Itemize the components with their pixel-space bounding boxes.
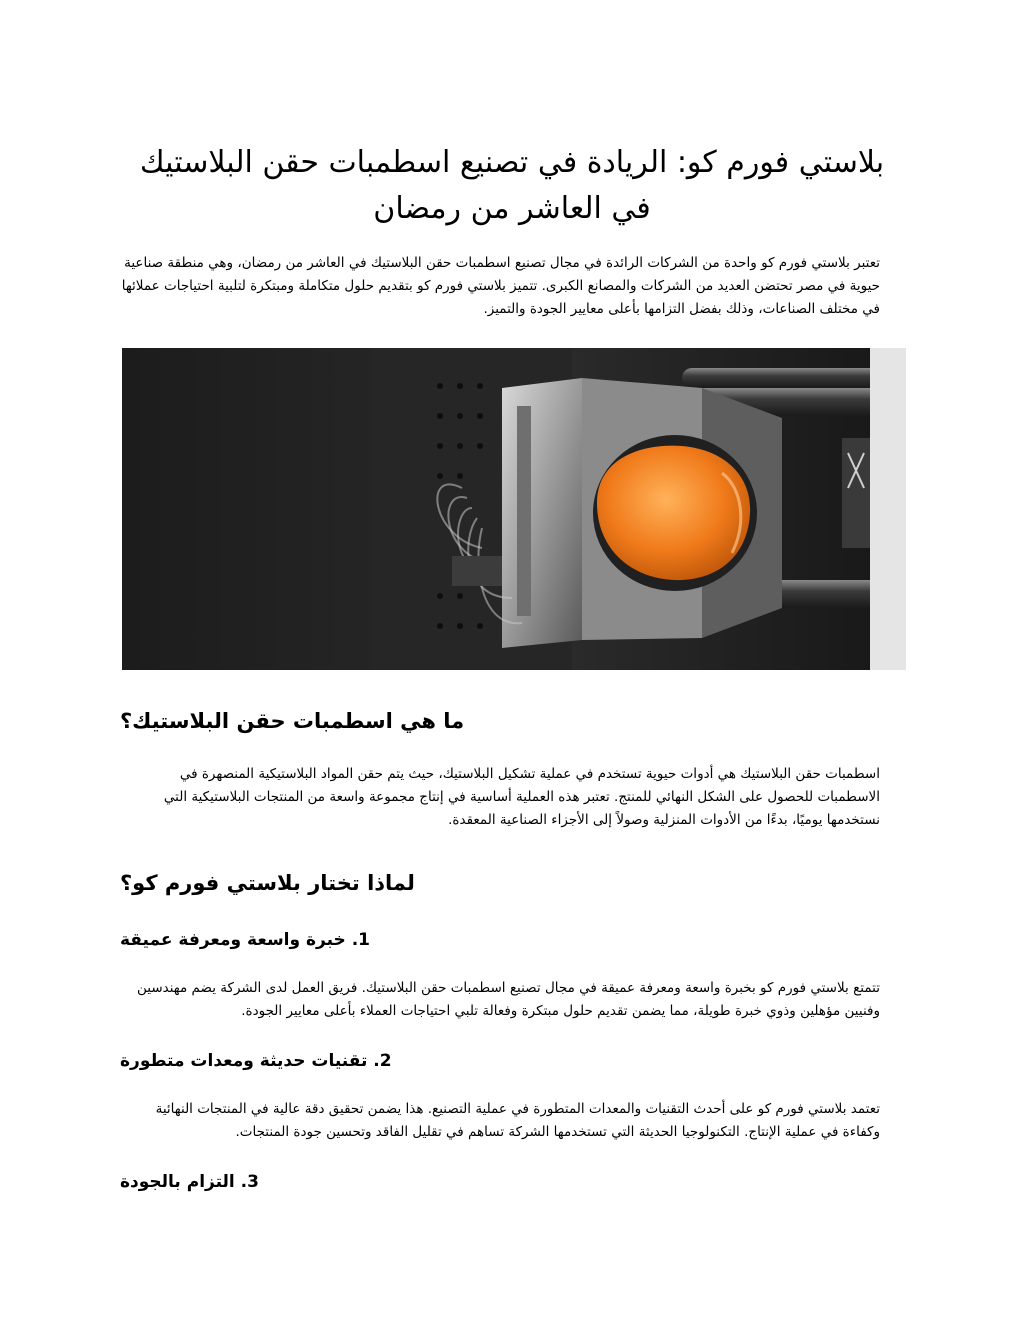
injection-mold-photo (122, 348, 906, 670)
heading-technology: 2. تقنيات حديثة ومعدات متطورة (120, 1051, 392, 1071)
technology-paragraph: تعتمد بلاستي فورم كو على أحدث التقنيات والمعدات المتطورة في عملية التصنيع. هذا يضمن تحقيق دقة عالية في المنتجات النهائية وكفاءة في عملية الإنتاج. التكنولوجيا الحديثة التي تستخدمها الشركة تساهم في تقليل الفاقد وتحسين جودة المنتجات. (155, 1101, 880, 1140)
experience-paragraph: تتمتع بلاستي فورم كو بخبرة واسعة ومعرفة عميقة في مجال تصنيع اسطمبات حقن البلاستيك. فريق العمل لدى الشركة يضم مهندسين وفنيين مؤهلين وذوي خبرة طويلة، مما يضمن تقديم حلول مبتكرة وفعالة تلبي احتياجات العملاء بأعلى معايير الجودة. (136, 980, 880, 1019)
heading-experience: 1. خبرة واسعة ومعرفة عميقة (120, 930, 370, 950)
heading-why-choose: لماذا تختار بلاستي فورم كو؟ (120, 871, 415, 895)
page-title: بلاستي فورم كو: الريادة في تصنيع اسطمبات حقن البلاستيك في العاشر من رمضان (139, 145, 885, 226)
heading-what-are-molds: ما هي اسطمبات حقن البلاستيك؟ (120, 709, 465, 733)
heading-quality: 3. التزام بالجودة (120, 1172, 259, 1192)
intro-paragraph: تعتبر بلاستي فورم كو واحدة من الشركات الرائدة في مجال تصنيع اسطمبات حقن البلاستيك في العاشر من رمضان، وهي منطقة صناعية حيوية في مصر تحتضن العديد من الشركات والمصانع الكبرى. تتميز بلاستي فورم كو بتقديم حلول متكاملة ومبتكرة لتلبية احتياجات عملائها في مختلف الصناعات، وذلك بفضل التزامها بأعلى معايير الجودة والتميز. (121, 255, 880, 317)
what-are-molds-paragraph: اسطمبات حقن البلاستيك هي أدوات حيوية تستخدم في عملية تشكيل البلاستيك، حيث يتم حقن المواد البلاستيكية المنصهرة في الاسطمبات للحصول على الشكل النهائي للمنتج. تعتبر هذه العملية أساسية في إنتاج مجموعة واسعة من المنتجات البلاستيكية التي نستخدمها يوميًا، بدءًا من الأدوات المنزلية وصولاً إلى الأجزاء الصناعية المعقدة. (163, 766, 880, 828)
